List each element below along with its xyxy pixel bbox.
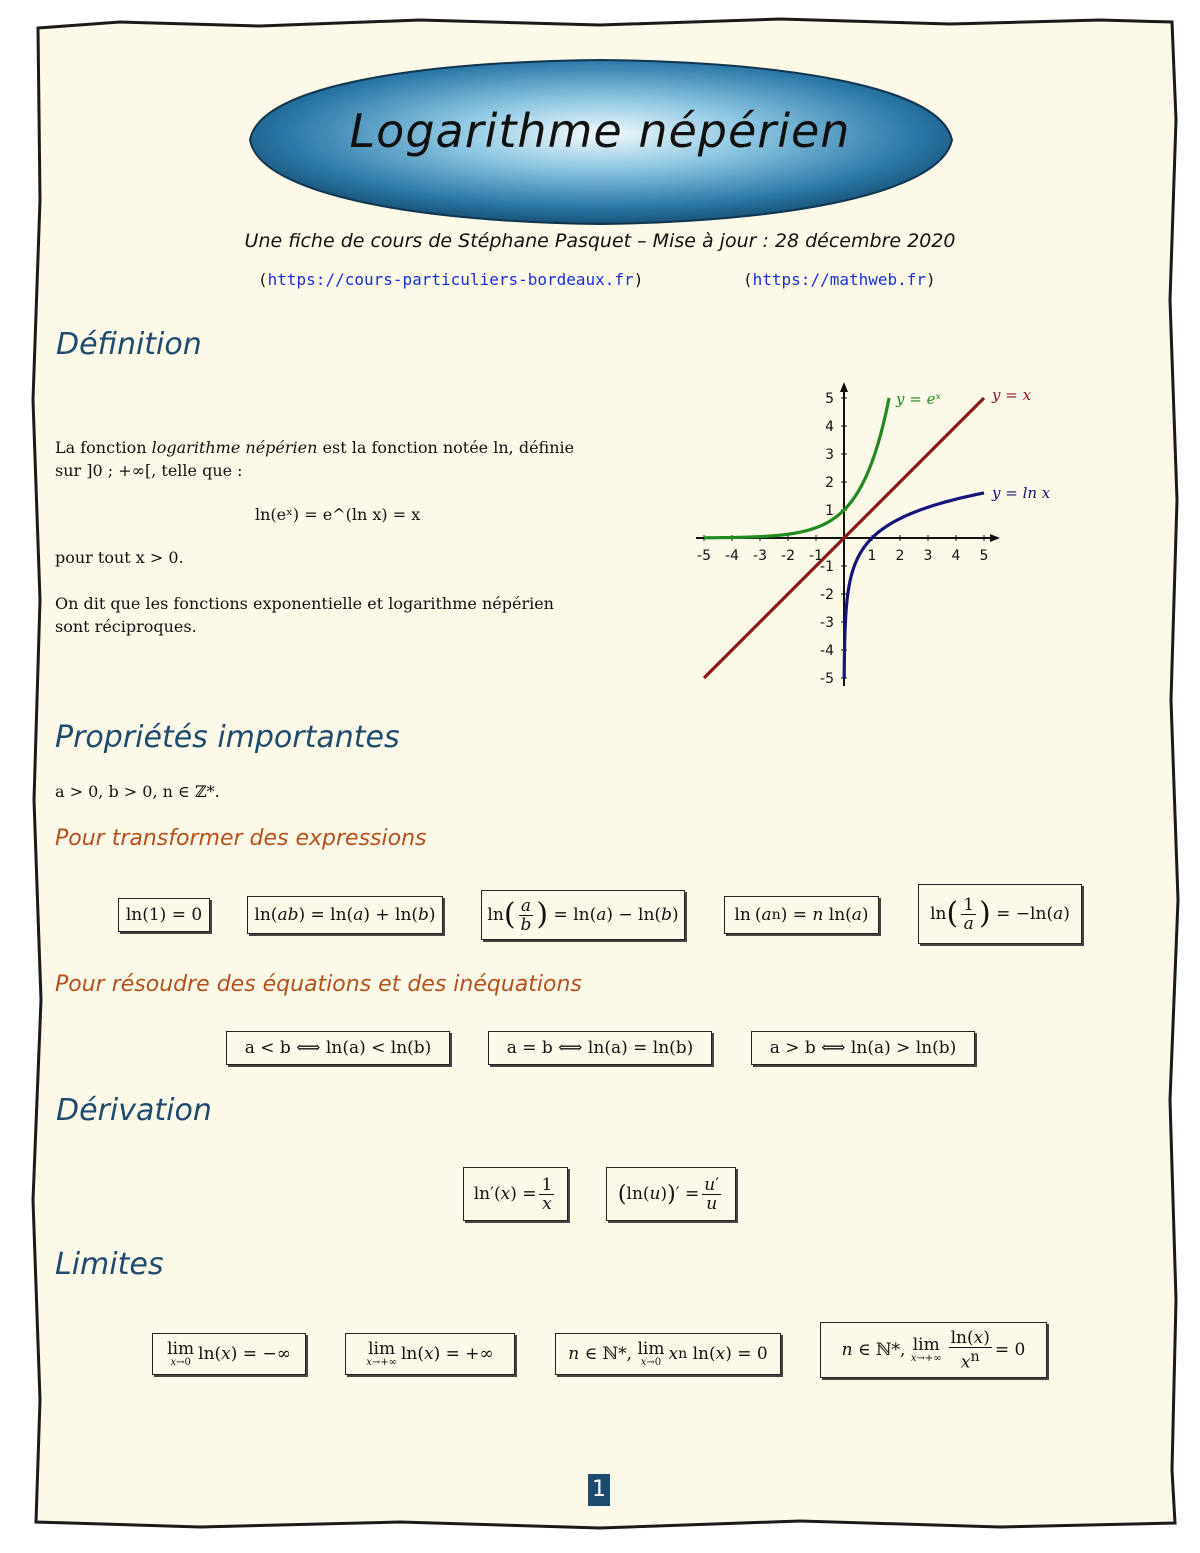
formula-ln-quotient: ln ( $\frac{a}{b}$ ) = ln( a ) − ln( b ) xyxy=(481,890,685,940)
formula-ln-power: ln ( a n ) = n ln( a ) xyxy=(724,896,879,934)
y-tick-label: 2 xyxy=(825,475,834,491)
formula-ln-product: ln( ab ) = ln( a ) + ln( b ) xyxy=(247,896,443,934)
definition-paragraph-2: pour tout x > 0. xyxy=(55,548,184,567)
link-cours-particuliers[interactable]: https://cours-particuliers-bordeaux.fr xyxy=(267,270,634,289)
properties-condition: a > 0, b > 0, n ∈ ℤ*. xyxy=(55,782,220,801)
equivalence-greater-than: a > b ⟺ ln(a) > ln(b) xyxy=(751,1031,975,1065)
heading-limits: Limites xyxy=(55,1247,164,1282)
definition-paragraph-3: On dit que les fonctions exponentielle et logarithme népérien sont réciproques. xyxy=(55,594,554,636)
y-tick-label: -5 xyxy=(820,671,834,687)
limit-power-zero: n ∈ ℕ*, lim x→0 x n ln( x ) = 0 xyxy=(555,1333,781,1375)
x-tick-label: -5 xyxy=(697,548,711,564)
limit-infinity: lim x→+∞ ln( x ) = +∞ xyxy=(345,1333,515,1375)
derivative-ln: ln′( x ) = $\frac{1}{x}$ xyxy=(463,1167,568,1221)
curve-label-ln: y = ln x xyxy=(992,484,1051,502)
x-tick-label: -1 xyxy=(809,548,823,564)
curve-label-identity: y = x xyxy=(992,386,1032,404)
x-tick-label: 5 xyxy=(979,548,989,564)
page-number: 1 xyxy=(588,1474,610,1506)
formula-ln-one: ln(1) = 0 xyxy=(118,898,210,932)
link-right[interactable]: (https://mathweb.fr) xyxy=(743,270,936,289)
x-tick-label: -3 xyxy=(753,548,767,564)
heading-definition: Définition xyxy=(56,327,202,362)
formula-ln-inverse: ln ( $\frac{1}{a}$ ) = −ln( a ) xyxy=(918,884,1082,944)
emphasis-logarithme: logarithme népérien xyxy=(151,438,318,457)
function-graph xyxy=(680,378,1080,698)
x-tick-label: 2 xyxy=(895,548,905,564)
curve-ln xyxy=(844,493,984,678)
subheading-transform: Pour transformer des expressions xyxy=(55,826,427,851)
y-tick-label: -4 xyxy=(820,643,834,659)
derivative-ln-u: ( ln( u ) ) ′ = $\frac{u'}{u}$ xyxy=(606,1167,736,1221)
link-mathweb[interactable]: https://mathweb.fr xyxy=(752,270,927,289)
equivalence-equal: a = b ⟺ ln(a) = ln(b) xyxy=(488,1031,712,1065)
y-tick-label: 5 xyxy=(825,391,834,407)
y-tick-label: 1 xyxy=(825,503,834,519)
heading-properties: Propriétés importantes xyxy=(55,720,400,755)
y-tick-label: -2 xyxy=(820,587,834,603)
limit-zero: lim x→0 ln( x ) = −∞ xyxy=(152,1333,306,1375)
y-tick-label: 4 xyxy=(825,419,834,435)
x-tick-label: 1 xyxy=(867,548,877,564)
y-tick-label: -1 xyxy=(820,559,834,575)
page-title: Logarithme népérien xyxy=(349,104,851,158)
y-tick-label: -3 xyxy=(820,615,834,631)
x-tick-label: 4 xyxy=(951,548,961,564)
limit-power-infinity: n ∈ ℕ*, lim x→+∞ $\frac{\ln(x)}{x^n}$ = 0 xyxy=(820,1322,1047,1378)
equivalence-less-than: a < b ⟺ ln(a) < ln(b) xyxy=(226,1031,450,1065)
definition-paragraph-1: La fonction logarithme népérien est la fonction notée ln, définie sur ]0 ; +∞[, telle que : xyxy=(55,438,575,480)
y-tick-label: 3 xyxy=(825,447,834,463)
heading-derivation: Dérivation xyxy=(56,1093,212,1128)
x-tick-label: -4 xyxy=(725,548,739,564)
definition-formula: ln(eˣ) = e^(ln x) = x xyxy=(255,505,421,524)
x-axis-arrow xyxy=(990,534,1000,542)
curve-label-exp: y = eˣ xyxy=(896,390,941,408)
curve-exp xyxy=(704,398,889,538)
link-left[interactable]: (https://cours-particuliers-bordeaux.fr) xyxy=(258,270,644,289)
x-tick-label: -2 xyxy=(781,548,795,564)
y-axis-arrow xyxy=(840,382,848,392)
subheading-equations: Pour résoudre des équations et des inéquations xyxy=(55,972,582,997)
x-tick-label: 3 xyxy=(923,548,933,564)
subtitle: Une fiche de cours de Stéphane Pasquet – Mise à jour : 28 décembre 2020 xyxy=(244,230,956,252)
